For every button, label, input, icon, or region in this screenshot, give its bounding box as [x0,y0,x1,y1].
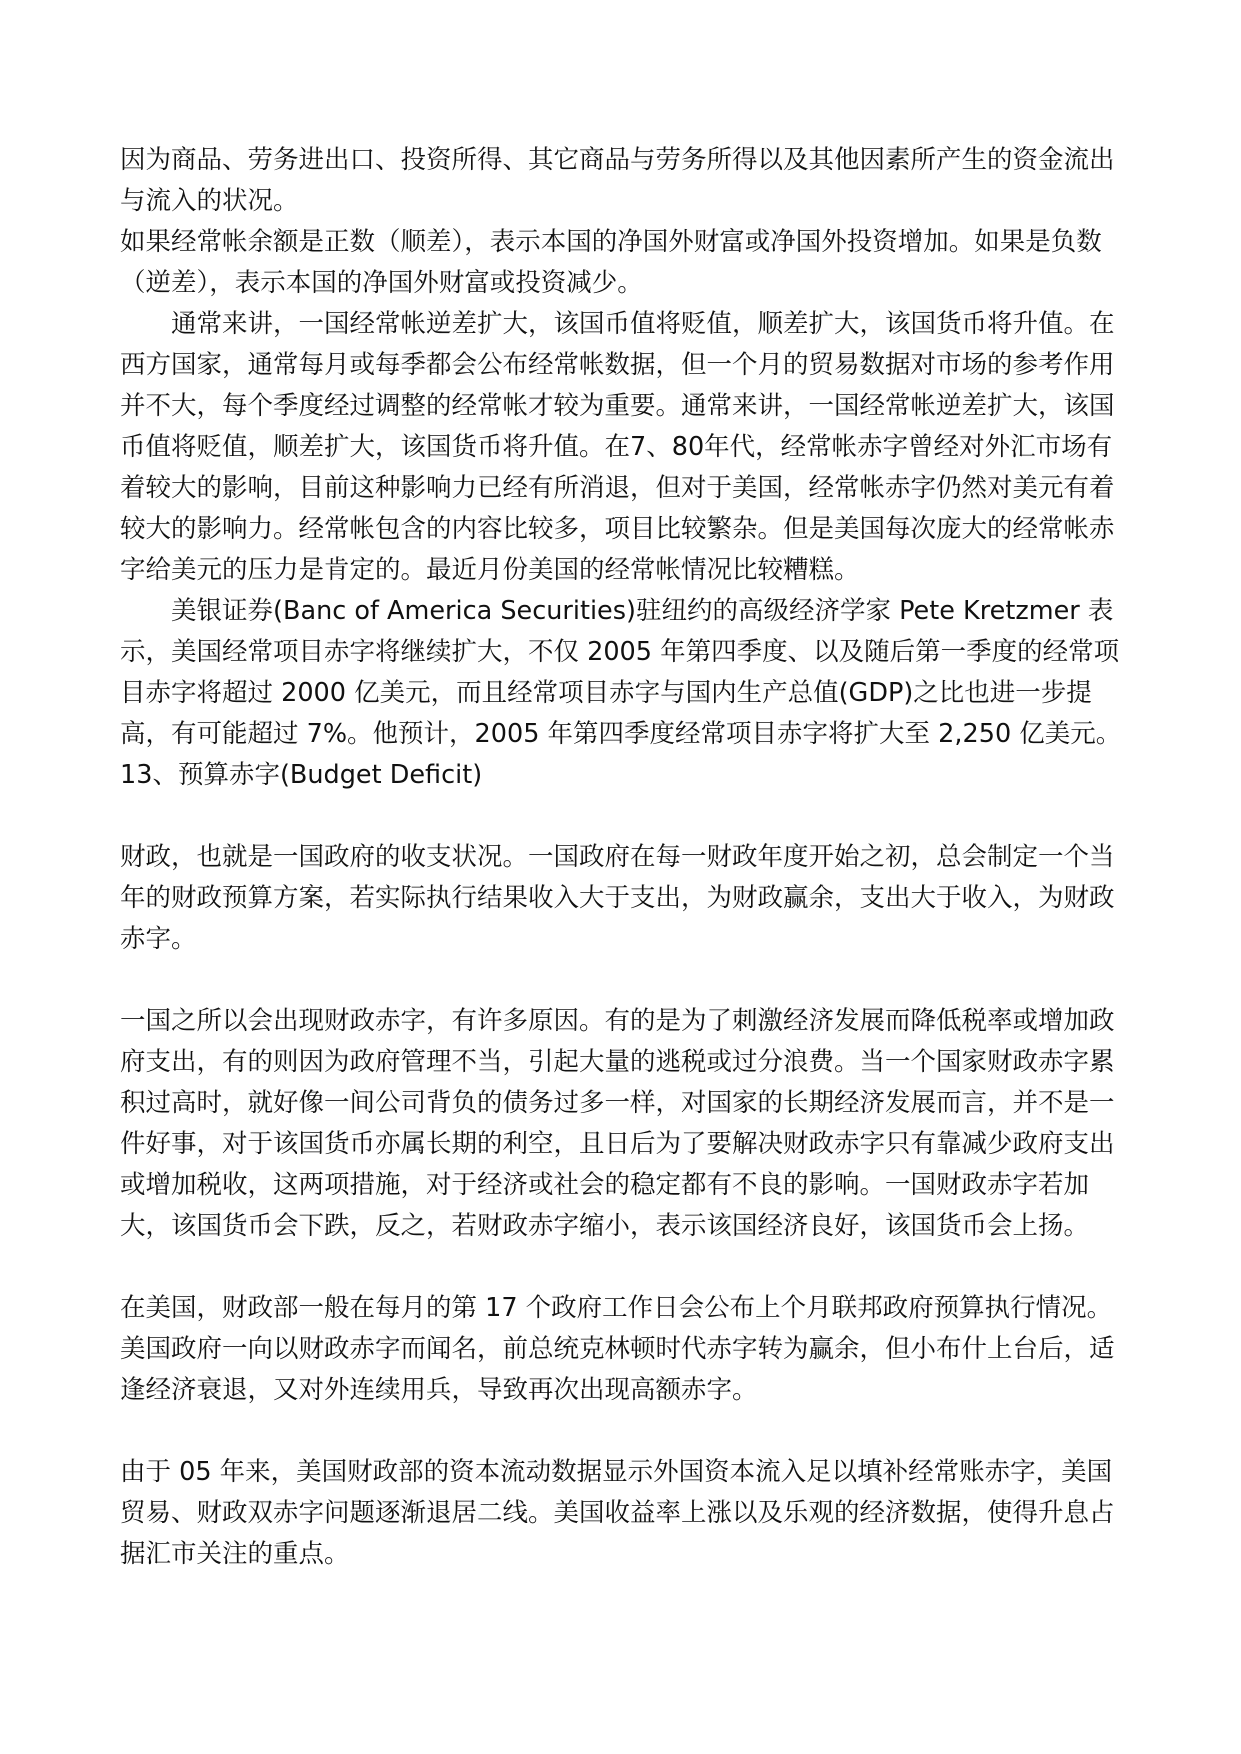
paragraph-capital-flow: 因为商品、劳务进出口、投资所得、其它商品与劳务所得以及其他因素所产生的资金流出与流入的状况。 [120,145,1115,216]
section-heading-budget-deficit: 13、预算赤字(Budget Deficit) [120,760,483,790]
paragraph-boa-securities-forecast: 美银证券(Banc of America Securities)驻纽约的高级经济学家 Pete Kretzmer 表示，美国经常项目赤字将继续扩大，不仅 2005 年第四季度、以及随后第一季度的经常项目赤字将超过 2000 亿美元，而且经常项目赤字与国内生产总值(GDP)之比也进一步提高，有可能超过 7%。他预计，2005 年第四季度经常项目赤字将扩大至 2,250 亿美元。 [120,596,1122,749]
paragraph-fiscal-definition: 财政，也就是一国政府的收支状况。一国政府在每一财政年度开始之初，总会制定一个当年的财政预算方案，若实际执行结果收入大于支出，为财政赢余，支出大于收入，为财政赤字。 [120,842,1115,954]
paragraph-capital-inflow: 由于 05 年来，美国财政部的资本流动数据显示外国资本流入足以填补经常账赤字，美国贸易、财政双赤字问题逐渐退居二线。美国收益率上涨以及乐观的经济数据，使得升息占据汇市关注的重点。 [120,1457,1115,1569]
document-page [120,140,1125,1575]
paragraph-deficit-causes: 一国之所以会出现财政赤字，有许多原因。有的是为了刺激经济发展而降低税率或增加政府支出，有的则因为政府管理不当，引起大量的逃税或过分浪费。当一个国家财政赤字累积过高时，就好像一间公司背负的债务过多一样，对国家的长期经济发展而言，并不是一件好事，对于该国货币亦属长期的利空，且日后为了要解决财政赤字只有靠减少政府支出或增加税收，这两项措施，对于经济或社会的稳定都有不良的影响。一国财政赤字若加大，该国货币会下跌，反之，若财政赤字缩小，表示该国经济良好，该国货币会上扬。 [120,1006,1115,1241]
paragraph-current-account-effect: 通常来讲，一国经常帐逆差扩大，该国币值将贬值，顺差扩大，该国货币将升值。在西方国家，通常每月或每季都会公布经常帐数据，但一个月的贸易数据对市场的参考作用并不大，每个季度经过调整的经常帐才较为重要。通常来讲，一国经常帐逆差扩大，该国币值将贬值，顺差扩大，该国货币将升值。在7、80年代，经常帐赤字曾经对外汇市场有着较大的影响，目前这种影响力已经有所消退，但对于美国，经常帐赤字仍然对美元有着较大的影响力。经常帐包含的内容比较多，项目比较繁杂。但是美国每次庞大的经常帐赤字给美元的压力是肯定的。最近月份美国的经常帐情况比较糟糕。 [120,309,1115,585]
paragraph-us-treasury-release: 在美国，财政部一般在每月的第 17 个政府工作日会公布上个月联邦政府预算执行情况。美国政府一向以财政赤字而闻名，前总统克林顿时代赤字转为赢余，但小布什上台后，适逢经济衰退，又对外连续用兵，导致再次出现高额赤字。 [120,1293,1115,1405]
paragraph-current-account-balance: 如果经常帐余额是正数（顺差），表示本国的净国外财富或净国外投资增加。如果是负数（逆差），表示本国的净国外财富或投资减少。 [120,227,1102,298]
